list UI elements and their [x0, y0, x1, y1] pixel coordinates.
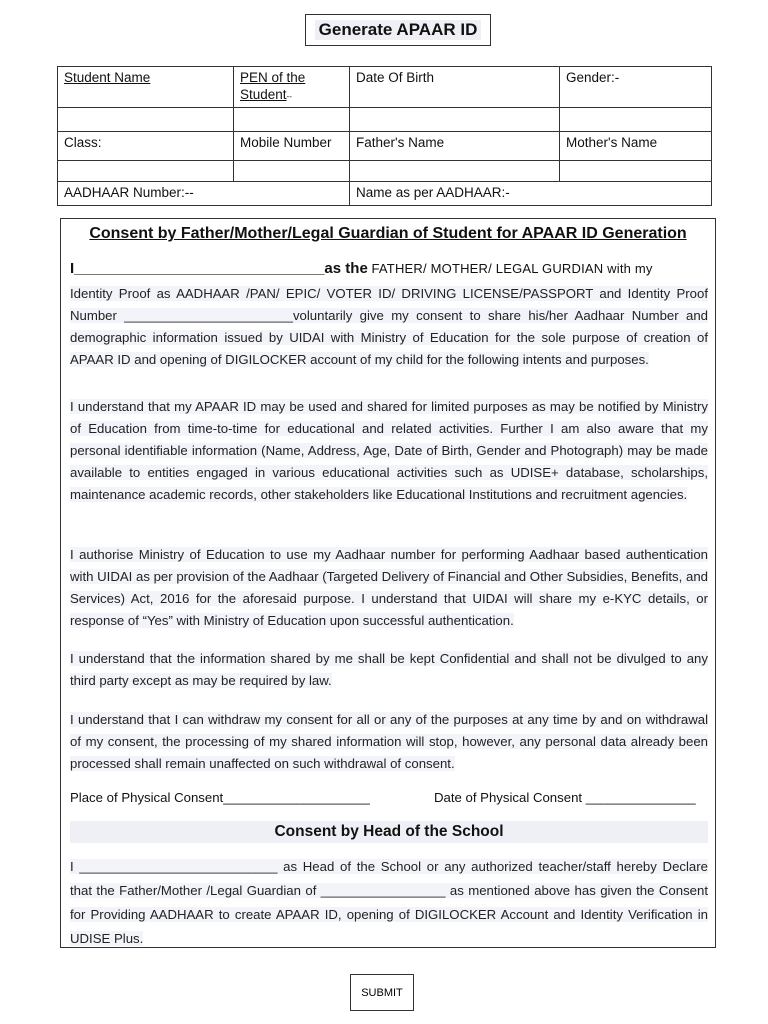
- pen-label: PEN of the Student--: [234, 67, 350, 108]
- page-title-text: Generate APAAR ID: [315, 20, 482, 40]
- student-name-field[interactable]: [58, 108, 234, 132]
- mother-name-label: Mother's Name: [560, 132, 712, 161]
- gender-label: Gender:-: [560, 67, 712, 108]
- dob-label: Date Of Birth: [350, 67, 560, 108]
- pen-field[interactable]: [234, 108, 350, 132]
- consent-paragraph-4: I understand that the information shared by me shall be kept Confidential and shall not be divulged to any third party except as may be required by law.: [70, 651, 708, 688]
- name-as-per-aadhaar-field[interactable]: Name as per AADHAAR:-: [350, 182, 712, 206]
- mobile-field[interactable]: [234, 161, 350, 182]
- consent-paragraph-3: I authorise Ministry of Education to use my Aadhaar number for performing Aadhaar based authentication with UIDAI as per provision of the Aadhaar (Targeted Delivery of Financial and Other Subsidies, Benefits, and Services) Act, 2016 for the aforesaid purpose. I understand that UIDAI will share my e-KYC details, or response of “Yes” with Ministry of Education upon successful authentication.: [70, 547, 708, 628]
- mother-name-field[interactable]: [560, 161, 712, 182]
- mobile-label: Mobile Number: [234, 132, 350, 161]
- consent-paragraph-1: Identity Proof as AADHAAR /PAN/ EPIC/ VOTER ID/ DRIVING LICENSE/PASSPORT and Identity Proof Number _______________________voluntarily give my consent to share his/her Aadhaar Number and demographic information issued by UIDAI with Ministry of Education for the sole purpose of creation of APAAR ID and opening of DIGILOCKER account of my child for the following intents and purposes.: [70, 286, 708, 367]
- head-consent-paragraph: I ___________________________ as Head of the School or any authorized teacher/staff hereby Declare that the Father/Mother /Legal Guardian of _________________ as mentioned above has given the Consent for Providing AADHAAR to create APAAR ID, opening of DIGILOCKER Account and Identity Verification in UDISE Plus.: [70, 859, 708, 946]
- aadhaar-number-field[interactable]: AADHAAR Number:--: [58, 182, 350, 206]
- submit-button[interactable]: SUBMIT: [350, 974, 414, 1011]
- father-name-label: Father's Name: [350, 132, 560, 161]
- father-name-field[interactable]: [350, 161, 560, 182]
- consent-paragraph-5: I understand that I can withdraw my consent for all or any of the purposes at any time by and on withdrawal of my consent, the processing of my shared information will stop, however, any personal data already been processed shall remain unaffected on such withdrawal of consent.: [70, 712, 708, 771]
- place-of-consent-field[interactable]: Place of Physical Consent____________________: [70, 790, 370, 805]
- consent-form: [60, 218, 716, 948]
- class-label: Class:: [58, 132, 234, 161]
- consent-line-1: [70, 257, 708, 281]
- student-name-label: Student Name: [58, 67, 234, 108]
- page-title: [305, 14, 491, 46]
- date-of-consent-field[interactable]: Date of Physical Consent _______________: [434, 790, 696, 805]
- head-consent-heading: Consent by Head of the School: [70, 821, 708, 843]
- gender-field[interactable]: [560, 108, 712, 132]
- guardian-name-blank[interactable]: I______________________________as the: [70, 260, 368, 277]
- class-field[interactable]: [58, 161, 234, 182]
- consent-paragraph-2: I understand that my APAAR ID may be used and shared for limited purposes as may be notified by Ministry of Education from time-to-time for educational and related activities. Further I am also aware that my personal identifiable information (Name, Address, Age, Date of Birth, Gender and Photograph) may be made available to entities engaged in various educational activities such as UDISE+ database, scholarships, maintenance academic records, other stakeholders like Educational Institutions and recruitment agencies.: [70, 399, 708, 502]
- relation-options: FATHER/ MOTHER/ LEGAL GURDIAN with my: [371, 261, 653, 276]
- student-info-table: [57, 66, 712, 206]
- place-date-row: [70, 787, 708, 809]
- consent-heading: Consent by Father/Mother/Legal Guardian of Student for APAAR ID Generation: [89, 225, 687, 242]
- dob-field[interactable]: [350, 108, 560, 132]
